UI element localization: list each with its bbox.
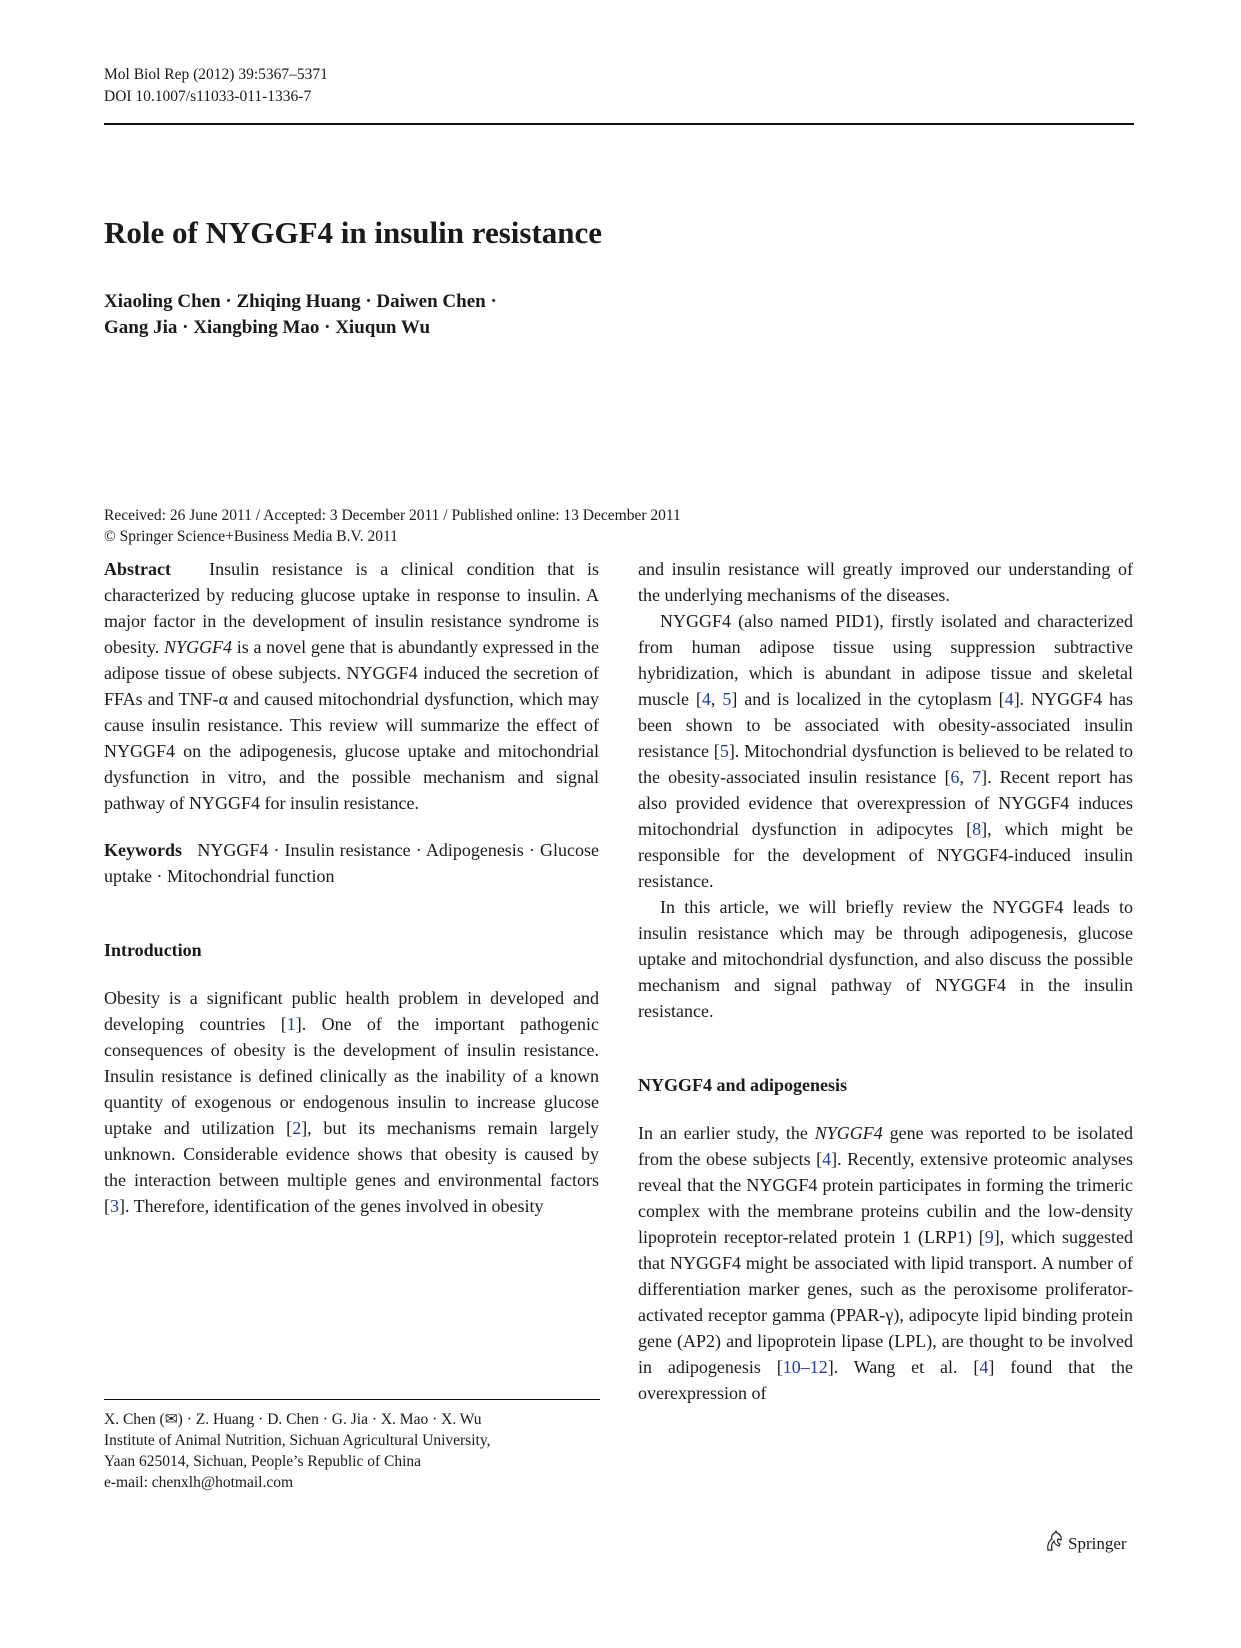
intro-paragraph-3: In this article, we will briefly review the NYGGF4 leads to insulin resistance which may be through adipogenesis, glucose uptake and mitochondrial dysfunction, and also discuss the possible mechanism and signal pathway of NYGGF4 in the insulin resistance. <box>638 897 1133 1021</box>
author-line-2: Gang Jia · Xiangbing Mao · Xiuqun Wu <box>104 317 431 338</box>
citation-link[interactable]: 4 <box>979 1357 989 1377</box>
citation-link[interactable]: 6 <box>950 767 960 787</box>
gene-name: NYGGF4 <box>814 1123 883 1143</box>
introduction-paragraph: Obesity is a significant public health problem in developed and developing countries [1]. One of the important pathogenic consequences of obesity is the development of insulin resistance. Insulin resistance is defined clinically as the inability of a known quantity of exogenous or endogenous insulin to increase glucose uptake and utilization [2], but its mechanisms remain largely unknown. Considerable evidence shows that obesity is caused by the interaction between multiple genes and environmental factors [3]. Therefore, identification of the genes involved in obesity <box>104 988 600 1216</box>
citation-link[interactable]: 5 <box>719 741 729 761</box>
left-column <box>104 556 599 1219</box>
citation-link[interactable]: 8 <box>972 819 982 839</box>
citation-link[interactable]: 10–12 <box>782 1357 828 1377</box>
keywords-label: Keywords <box>104 840 182 860</box>
citation-link[interactable]: 4 <box>822 1149 832 1169</box>
citation-link[interactable]: 4 <box>1004 689 1014 709</box>
springer-horse-icon <box>1044 1530 1064 1558</box>
citation-link[interactable]: 5 <box>722 689 732 709</box>
intro-paragraph-2: NYGGF4 (also named PID1), firstly isolated and characterized from human adipose tissue using suppression subtractive hybridization, which is abundant in adipose tissue and skeletal muscle [4, 5] and is localized in the cytoplasm [4]. NYGGF4 has been shown to be associated with obesity-associated insulin resistance [5]. Mitochondrial dysfunction is believed to be related to the obesity-associated insulin resistance [6, 7]. Recent report has also provided evidence that overexpression of NYGGF4 induces mitochondrial dysfunction in adipocytes [8], which might be responsible for the development of NYGGF4-induced insulin resistance. <box>638 611 1134 891</box>
footnote-authors: X. Chen (✉) · Z. Huang · D. Chen · G. Jia · X. Mao · X. Wu <box>104 1411 482 1428</box>
intro-continuation: and insulin resistance will greatly improved our understanding of the underlying mechanisms of the diseases. <box>638 559 1133 605</box>
copyright: © Springer Science+Business Media B.V. 2011 <box>104 528 398 545</box>
header-rule <box>104 123 1134 125</box>
footnote-rule <box>104 1399 600 1400</box>
abstract-label: Abstract <box>104 559 171 579</box>
citation-link[interactable]: 3 <box>110 1196 119 1216</box>
gene-name: NYGGF4 <box>164 637 233 657</box>
citation-link[interactable]: 7 <box>972 767 982 787</box>
introduction-heading: Introduction <box>104 940 202 960</box>
doi-line: DOI 10.1007/s11033-011-1336-7 <box>104 88 312 105</box>
received-accepted-published: Received: 26 June 2011 / Accepted: 3 December 2011 / Published online: 13 December 2011 <box>104 507 681 524</box>
author-list <box>104 289 497 341</box>
footnote-address: Yaan 625014, Sichuan, People’s Republic of China <box>104 1453 422 1470</box>
author-line-1: Xiaoling Chen · Zhiqing Huang · Daiwen Chen · <box>104 291 497 312</box>
footnote-email[interactable]: e-mail: chenxlh@hotmail.com <box>104 1474 294 1491</box>
article-title: Role of NYGGF4 in insulin resistance <box>104 215 603 250</box>
citation-link[interactable]: 2 <box>292 1118 302 1138</box>
right-column <box>638 556 1133 1406</box>
publisher-logo <box>1044 1530 1127 1558</box>
adipogenesis-paragraph: In an earlier study, the NYGGF4 gene was reported to be isolated from the obese subjects [4]. Recently, extensive proteomic analyses reveal that the NYGGF4 protein participates in forming the trimeric complex with the membrane proteins cubilin and the low-density lipoprotein receptor-related protein 1 (LRP1) [9], which suggested that NYGGF4 might be associated with lipid transport. A number of differentiation marker genes, such as the peroxisome proliferator-activated receptor gamma (PPAR-γ), adipocyte lipid binding protein gene (AP2) and lipoprotein lipase (LPL), are thought to be involved in adipogenesis [10–12]. Wang et al. [4] found that the overexpression of <box>638 1123 1133 1403</box>
journal-citation <box>104 64 328 108</box>
journal-line: Mol Biol Rep (2012) 39:5367–5371 <box>104 66 328 83</box>
author-footnote <box>104 1409 604 1493</box>
abstract: Abstract Insulin resistance is a clinical condition that is characterized by reducing glucose uptake in response to insulin. A major factor in the development of insulin resistance syndrome is obesity. NYGGF4 is a novel gene that is abundantly expressed in the adipose tissue of obese subjects. NYGGF4 induced the secretion of FFAs and TNF-α and caused mitochondrial dysfunction, which may cause insulin resistance. This review will summarize the effect of NYGGF4 on the adipogenesis, glucose uptake and mitochondrial dysfunction in vitro, and the possible mechanism and signal pathway of NYGGF4 for insulin resistance. <box>104 559 600 813</box>
keywords: Keywords NYGGF4 · Insulin resistance · Adipogenesis · Glucose uptake · Mitochondrial function <box>104 840 600 886</box>
section-heading-adipogenesis: NYGGF4 and adipogenesis <box>638 1075 848 1095</box>
article-dates <box>104 505 681 547</box>
springer-wordmark: Springer <box>1068 1534 1127 1553</box>
citation-link[interactable]: 1 <box>286 1014 296 1034</box>
footnote-affiliation: Institute of Animal Nutrition, Sichuan Agricultural University, <box>104 1432 491 1449</box>
citation-link[interactable]: 4 <box>701 689 711 709</box>
citation-link[interactable]: 9 <box>984 1227 994 1247</box>
